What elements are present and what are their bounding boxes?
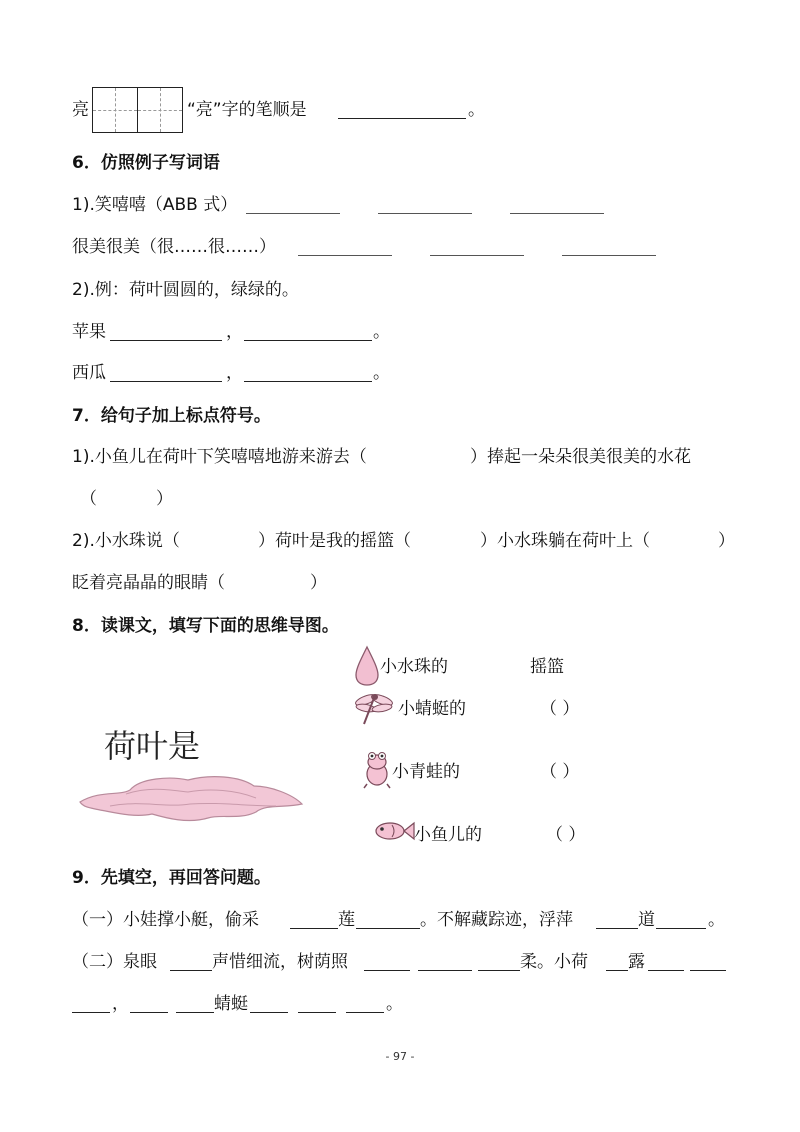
q7-s1-part2: ）捧起一朵朵很美很美的水花 <box>470 447 691 467</box>
q9-p2-blank-1[interactable] <box>170 970 212 971</box>
frog-icon <box>362 750 392 790</box>
q7-s2-part3: ）小水珠躺在荷叶上（ <box>480 531 650 551</box>
tianzige-box-1[interactable] <box>92 87 138 133</box>
mindmap-item-4-label: 小鱼儿的 <box>414 825 482 845</box>
q9-p3-blank-2[interactable] <box>130 1012 168 1013</box>
q6-item1-blank-2[interactable] <box>378 213 472 214</box>
q9-p1-part2: 莲 <box>338 910 355 930</box>
q9-p1-blank-4[interactable] <box>656 928 706 929</box>
q6-item1b-blank-3[interactable] <box>562 255 656 256</box>
q6-item1-blank-3[interactable] <box>510 213 604 214</box>
q9-p2-blank-5[interactable] <box>606 970 628 971</box>
mindmap-item-3-answer[interactable]: （ ） <box>540 762 580 782</box>
q6-watermelon-comma: ， <box>226 363 243 383</box>
q7-s2-part5: 眨着亮晶晶的眼睛（ <box>72 573 225 593</box>
q7-s1-part1: 1).小鱼儿在荷叶下笑嘻嘻地游来游去（ <box>72 447 367 467</box>
q6-watermelon-blank-2[interactable] <box>244 381 372 382</box>
q5-char: 亮 <box>72 100 89 120</box>
q6-item1-blank-1[interactable] <box>246 213 340 214</box>
q6-item1b-label: 很美很美（很……很……） <box>72 237 276 257</box>
q9-p3-blank-4[interactable] <box>250 1012 288 1013</box>
q9-p1-blank-3[interactable] <box>596 928 638 929</box>
mindmap-item-4-answer[interactable]: （ ） <box>546 825 586 845</box>
q8-title: 8．读课文，填写下面的思维导图。 <box>72 616 339 636</box>
q6-item1b-blank-2[interactable] <box>430 255 524 256</box>
q9-p2-blank-6[interactable] <box>648 970 684 971</box>
q7-s1-paren-close: ） <box>156 489 173 509</box>
tianzige-box-2[interactable] <box>137 87 183 133</box>
fish-icon <box>370 818 416 844</box>
q9-title: 9．先填空，再回答问题。 <box>72 868 271 888</box>
q7-title: 7．给句子加上标点符号。 <box>72 406 271 426</box>
q6-watermelon-period: 。 <box>373 363 390 383</box>
mindmap-item-1-answer: 摇篮 <box>530 657 564 677</box>
q7-s2-part6: ） <box>310 573 327 593</box>
q9-p1-blank-1[interactable] <box>290 928 338 929</box>
q9-p2-part2: 声惜细流，树荫照 <box>212 952 348 972</box>
q9-p3-comma: ， <box>112 994 129 1014</box>
q6-apple-blank-1[interactable] <box>110 340 222 341</box>
q9-p2-blank-2[interactable] <box>364 970 410 971</box>
q7-s2-part2: ）荷叶是我的摇篮（ <box>258 531 411 551</box>
q5-answer-line[interactable] <box>338 118 466 119</box>
q9-p3-blank-5[interactable] <box>298 1012 336 1013</box>
page-number: - 97 - <box>385 1050 415 1063</box>
q9-p2-blank-4[interactable] <box>478 970 520 971</box>
mindmap-item-2-label: 小蜻蜓的 <box>398 699 466 719</box>
mindmap-item-2-answer[interactable]: （ ） <box>540 699 580 719</box>
q6-watermelon-blank-1[interactable] <box>110 381 222 382</box>
q6-item2-example: 2).例：荷叶圆圆的，绿绿的。 <box>72 280 299 300</box>
q7-s2-part4: ） <box>718 531 735 551</box>
q9-p2-blank-3[interactable] <box>418 970 472 971</box>
q9-p3-dragonfly: 蜻蜓 <box>214 994 248 1014</box>
water-drop-icon <box>354 645 380 687</box>
q9-p2-blank-7[interactable] <box>690 970 726 971</box>
q6-apple-label: 苹果 <box>72 322 106 342</box>
q9-p1-part5: 。 <box>708 910 725 930</box>
q9-p2-part3: 柔。小荷 <box>520 952 588 972</box>
q9-p1-part4: 道 <box>638 910 655 930</box>
q9-p1-part3: 。不解藏踪迹，浮萍 <box>420 910 573 930</box>
q5-period: 。 <box>468 100 485 120</box>
mindmap-item-3-label: 小青蛙的 <box>392 762 460 782</box>
q9-p1-blank-2[interactable] <box>356 928 420 929</box>
q6-item1-label: 1).笑嘻嘻（ABB 式） <box>72 195 238 215</box>
q6-title: 6．仿照例子写词语 <box>72 153 220 173</box>
q6-apple-period: 。 <box>373 322 390 342</box>
q7-s1-paren-open[interactable]: （ <box>80 489 97 509</box>
q9-p2-part4: 露 <box>628 952 645 972</box>
q7-s2-part1: 2).小水珠说（ <box>72 531 180 551</box>
q9-p3-blank-6[interactable] <box>346 1012 384 1013</box>
q6-apple-blank-2[interactable] <box>244 340 372 341</box>
q5-stroke-order-label: “亮”字的笔顺是 <box>187 100 307 120</box>
q9-p2-part1: （二）泉眼 <box>72 952 157 972</box>
q9-p3-blank-3[interactable] <box>176 1012 214 1013</box>
mindmap-center-text: 荷叶是 <box>104 728 201 764</box>
mindmap-item-1-label: 小水珠的 <box>380 657 448 677</box>
q6-item1b-blank-1[interactable] <box>298 255 392 256</box>
q6-apple-comma: ， <box>226 322 243 342</box>
dragonfly-icon <box>352 690 396 726</box>
q6-watermelon-label: 西瓜 <box>72 363 106 383</box>
q9-p3-period: 。 <box>386 994 403 1014</box>
q9-p3-blank-1[interactable] <box>72 1012 110 1013</box>
q9-p1-part1: （一）小娃撑小艇，偷采 <box>72 910 259 930</box>
